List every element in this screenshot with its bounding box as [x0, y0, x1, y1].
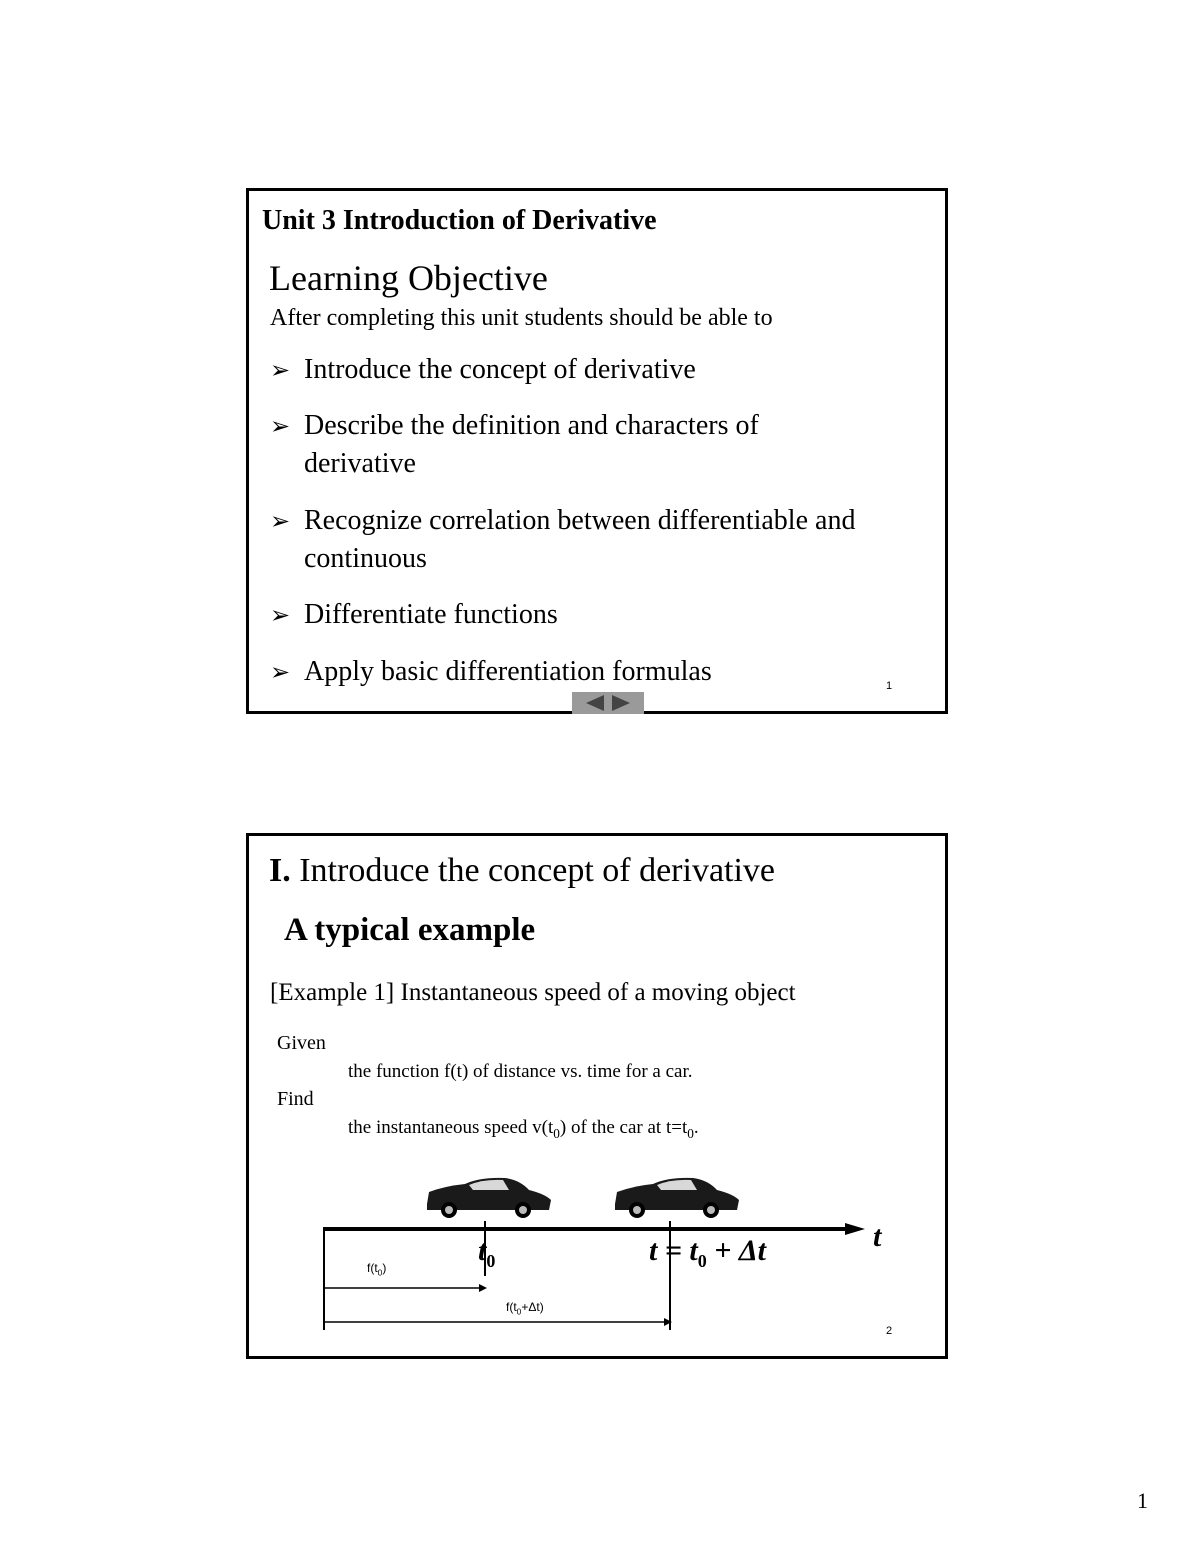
- arrow-bullet-icon: ➢: [270, 658, 291, 686]
- learning-objective-intro: After completing this unit students should be able to: [270, 305, 773, 331]
- find-text: the instantaneous speed $v(t_0)$ of the car at $t=t_0$.: [348, 1117, 699, 1141]
- objective-bullet: [270, 502, 855, 578]
- slide-1: [246, 188, 948, 714]
- objective-text: Describe the definition and characters of: [304, 410, 759, 441]
- objective-bullet: [270, 653, 712, 691]
- learning-objective-heading: Learning Objective: [269, 258, 548, 298]
- axis-arrow-icon: [845, 1223, 865, 1235]
- objective-bullet: [270, 351, 696, 389]
- arrow-bullet-icon: ➢: [270, 412, 291, 440]
- section-roman-numeral: I.: [269, 852, 291, 889]
- slide-2: [246, 833, 948, 1359]
- axis-label: t: [873, 1220, 882, 1253]
- objective-bullet: [270, 596, 558, 634]
- subheading: A typical example: [284, 912, 536, 948]
- arrow-bullet-icon: ➢: [270, 507, 291, 535]
- given-text: the function f(t) of distance vs. time for a car.: [348, 1061, 693, 1082]
- example-label: [Example 1] Instantaneous speed of a moving object: [270, 979, 796, 1006]
- find-label: Find: [277, 1088, 314, 1110]
- objective-text: Differentiate functions: [304, 599, 558, 630]
- objective-text: Apply basic differentiation formulas: [304, 656, 712, 687]
- objective-bullet: [270, 407, 759, 483]
- given-label: Given: [277, 1032, 326, 1054]
- objective-text: Introduce the concept of derivative: [304, 354, 696, 385]
- slide-number: 1: [886, 680, 893, 692]
- objective-text-continued: derivative: [304, 448, 416, 479]
- section-title: Introduce the concept of derivative: [299, 852, 776, 889]
- next-arrow-icon[interactable]: [612, 695, 630, 711]
- arrow-bullet-icon: ➢: [270, 601, 291, 629]
- slide-number: 2: [886, 1325, 893, 1337]
- motion-diagram: [249, 836, 951, 1362]
- previous-arrow-icon[interactable]: [586, 695, 604, 711]
- slide-navigation: [572, 692, 644, 714]
- t-equation-label: $t = t_0 + \Delta t$: [649, 1234, 767, 1271]
- f-t0-dt-label: $f(t_0+\Delta t)$: [506, 1300, 544, 1317]
- objective-text-continued: continuous: [304, 543, 427, 574]
- unit-title: Unit 3 Introduction of Derivative: [262, 205, 657, 236]
- f-t0-label: $f(t_0)$: [367, 1261, 387, 1278]
- car-icon: [427, 1178, 551, 1218]
- page-number: 1: [1137, 1488, 1148, 1513]
- t0-label: $t_0$: [478, 1234, 496, 1271]
- arrow-bullet-icon: ➢: [270, 356, 291, 384]
- car-icon: [615, 1178, 739, 1218]
- objective-text: Recognize correlation between differentiable and: [304, 505, 856, 536]
